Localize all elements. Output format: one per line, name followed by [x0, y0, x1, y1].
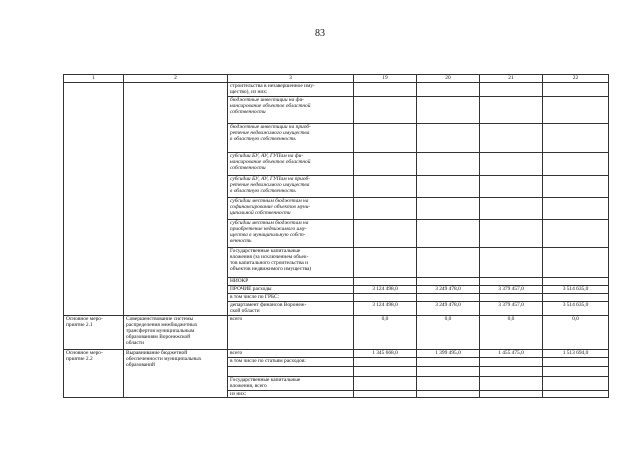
value-cell-20: [417, 377, 480, 391]
value-cell-22: [543, 220, 609, 248]
value-cell-21: [480, 367, 543, 377]
value-cell-20: [417, 83, 480, 97]
column-header-22: 22: [543, 75, 609, 83]
value-cell-19: 1 345 668,0: [354, 350, 417, 358]
value-cell-19: [354, 198, 417, 220]
value-cell-21: 1 455 475,0: [480, 350, 543, 358]
value-cell-20: 3 249 478,0: [417, 286, 480, 294]
value-cell-22: [543, 153, 609, 176]
value-cell-19: [354, 220, 417, 248]
column-header-19: 19: [354, 75, 417, 83]
value-cell-20: [417, 358, 480, 367]
header-row: [64, 75, 609, 83]
value-cell-22: [543, 358, 609, 367]
value-cell-21: [480, 83, 543, 97]
value-cell-19: [354, 83, 417, 97]
expense-type-cell: департамент финансов Воронеж- ской области: [228, 302, 354, 316]
value-cell-19: 3 124 498,0: [354, 302, 417, 316]
value-cell-19: [354, 294, 417, 302]
value-cell-21: [480, 278, 543, 286]
value-cell-19: 3 124 498,0: [354, 286, 417, 294]
value-cell-22: [543, 278, 609, 286]
value-cell-21: [480, 124, 543, 153]
expense-type-cell: в том числе по статьям расходов:: [228, 358, 354, 367]
expense-type-cell: всего: [228, 350, 354, 358]
value-cell-21: 3 379 457,0: [480, 286, 543, 294]
value-cell-19: [354, 124, 417, 153]
value-cell-20: [417, 278, 480, 286]
value-cell-22: [543, 367, 609, 377]
event-description-cell: Выравнивание бюджетной обеспеченности муниципальных образований: [124, 350, 228, 398]
value-cell-20: 0,0: [417, 316, 480, 350]
expense-type-cell: в том числе по ГРБС:: [228, 294, 354, 302]
value-cell-19: [354, 176, 417, 198]
value-cell-22: [543, 97, 609, 124]
value-cell-22: 0,0: [543, 316, 609, 350]
event-description-cell: Совершенствование системы распределения межбюджетных трансфертов муниципальным образованиям Воронежской области: [124, 316, 228, 350]
event-cell: [64, 83, 124, 316]
value-cell-20: [417, 124, 480, 153]
value-cell-19: [354, 367, 417, 377]
value-cell-20: [417, 248, 480, 278]
value-cell-20: 3 249 478,0: [417, 302, 480, 316]
value-cell-21: [480, 176, 543, 198]
expense-type-cell: из них:: [228, 391, 354, 398]
event-name-cell: Основное меро- приятие 2.2: [64, 350, 124, 398]
value-cell-20: [417, 294, 480, 302]
expense-type-cell: субсидии БУ, АУ, ГУПам на фи- нансирование объектов областной собственности: [228, 153, 354, 176]
table-row: [64, 350, 609, 358]
value-cell-21: [480, 377, 543, 391]
value-cell-22: [543, 198, 609, 220]
value-cell-21: [480, 198, 543, 220]
description-cell: [124, 83, 228, 316]
expense-type-cell: НИОКР: [228, 278, 354, 286]
value-cell-22: [543, 83, 609, 97]
value-cell-19: [354, 358, 417, 367]
value-cell-20: [417, 391, 480, 398]
value-cell-21: [480, 220, 543, 248]
value-cell-22: [543, 391, 609, 398]
value-cell-20: [417, 198, 480, 220]
page-number: 83: [315, 28, 325, 39]
expense-type-cell: ПРОЧИЕ расходы: [228, 286, 354, 294]
expense-type-cell: Государственные капитальные вложения (за исключением объек- тов капитального строительства и объектов недвижимого имущества): [228, 248, 354, 278]
value-cell-19: [354, 153, 417, 176]
value-cell-21: [480, 391, 543, 398]
value-cell-21: [480, 294, 543, 302]
value-cell-21: 3 379 457,0: [480, 302, 543, 316]
value-cell-19: [354, 278, 417, 286]
value-cell-22: [543, 124, 609, 153]
expense-type-cell: субсидии местным бюджетам на приобретение недвижимого иму- щества в муниципальную собст- венность: [228, 220, 354, 248]
value-cell-19: [354, 248, 417, 278]
value-cell-22: 3 514 635,0: [543, 302, 609, 316]
value-cell-20: 1 399 495,0: [417, 350, 480, 358]
expense-type-cell: субсидии БУ, АУ, ГУПам на приоб- ретение недвижимого имущества в областную собственность: [228, 176, 354, 198]
column-header-2: 2: [124, 75, 228, 83]
expense-type-cell: всего: [228, 316, 354, 350]
value-cell-22: [543, 176, 609, 198]
value-cell-22: [543, 377, 609, 391]
value-cell-19: 0,0: [354, 316, 417, 350]
value-cell-22: [543, 294, 609, 302]
value-cell-21: 0,0: [480, 316, 543, 350]
value-cell-19: [354, 97, 417, 124]
event-name-cell: Основное меро- приятие 2.1: [64, 316, 124, 350]
column-header-1: 1: [64, 75, 124, 83]
column-header-20: 20: [417, 75, 480, 83]
column-header-3: 3: [228, 75, 354, 83]
budget-table: [63, 74, 609, 398]
value-cell-19: [354, 391, 417, 398]
value-cell-20: [417, 367, 480, 377]
expense-type-cell: бюджетные инвестиции на фи- нансирование объектов областной собственности: [228, 97, 354, 124]
expense-type-cell: бюджетные инвестиции на приоб- ретение недвижимого имущества в областную собственность: [228, 124, 354, 153]
value-cell-22: 3 514 635,0: [543, 286, 609, 294]
value-cell-20: [417, 97, 480, 124]
value-cell-19: [354, 377, 417, 391]
value-cell-21: [480, 358, 543, 367]
value-cell-21: [480, 153, 543, 176]
table-row: [64, 316, 609, 350]
table-row: [64, 83, 609, 97]
value-cell-20: [417, 176, 480, 198]
expense-type-cell: строительства в незавершенное иму- щество), из них:: [228, 83, 354, 97]
expense-type-cell: Государственные капитальные вложения, всего: [228, 377, 354, 391]
value-cell-20: [417, 153, 480, 176]
value-cell-21: [480, 97, 543, 124]
value-cell-22: [543, 248, 609, 278]
value-cell-21: [480, 248, 543, 278]
expense-type-cell: субсидии местным бюджетам на софинансирование объектов муни- ципальной собственности: [228, 198, 354, 220]
value-cell-20: [417, 220, 480, 248]
value-cell-22: 1 513 694,0: [543, 350, 609, 358]
expense-type-cell: [228, 367, 354, 377]
column-header-21: 21: [480, 75, 543, 83]
